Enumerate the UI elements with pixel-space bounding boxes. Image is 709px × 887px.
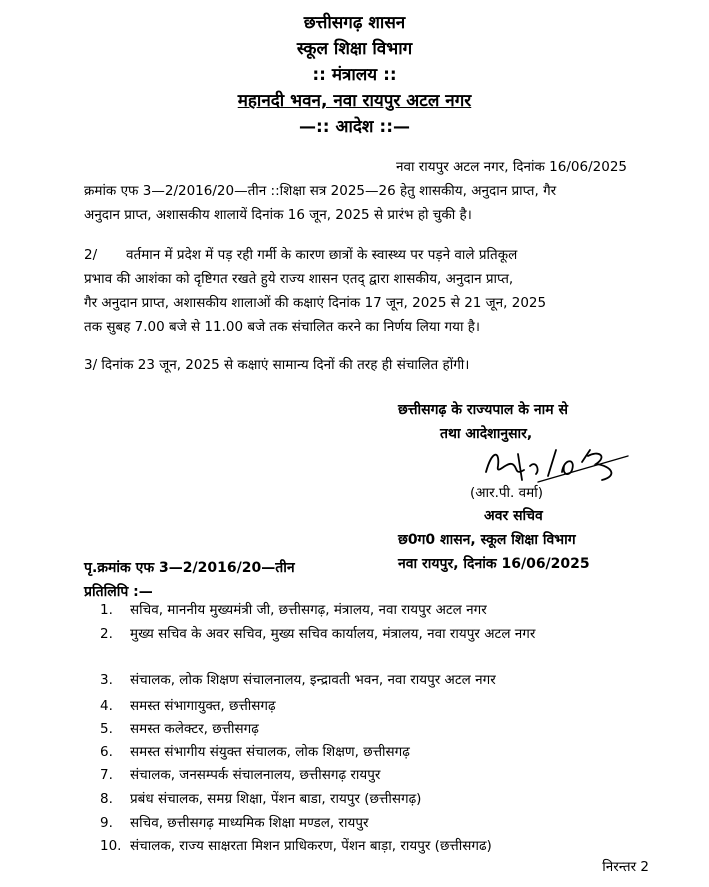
list-item: 9. सचिव, छत्तीसगढ़ माध्यमिक शिक्षा मण्डल, रायपुर <box>100 815 369 831</box>
order-para2-number: 2/ <box>84 247 98 263</box>
signatory-place-date: नवा रायपुर, दिनांक 16/06/2025 <box>398 556 590 572</box>
list-item: 1. सचिव, माननीय मुख्यमंत्री जी, छत्तीसगढ़, मंत्रालय, नवा रायपुर अटल नगर <box>100 602 487 618</box>
signature-authority-line2: तथा आदेशानुसार, <box>440 426 533 442</box>
endorsement-number: पृ.क्रमांक एफ 3—2/2016/20—तीन <box>84 560 295 576</box>
header-ministry: :: मंत्रालय :: <box>312 65 397 85</box>
order-place-date: नवा रायपुर अटल नगर, दिनांक 16/06/2025 <box>396 159 627 175</box>
list-item: 6. समस्त संभागीय संयुक्त संचालक, लोक शिक्षण, छत्तीसगढ़ <box>100 744 410 760</box>
signatory-designation: अवर सचिव <box>484 508 543 524</box>
order-para2-line2: प्रभाव की आशंका को दृष्टिगत रखते हुये राज्य शासन एतद् द्वारा शासकीय, अनुदान प्राप्त, <box>84 271 514 287</box>
signatory-department: छ0ग0 शासन, स्कूल शिक्षा विभाग <box>398 532 576 548</box>
signature-authority-line1: छत्तीसगढ़ के राज्यपाल के नाम से <box>398 402 568 418</box>
list-item: 10. संचालक, राज्य साक्षरता मिशन प्राधिकरण, पेंशन बाड़ा, रायपुर (छत्तीसगढ) <box>100 838 492 854</box>
order-para3: 3/ दिनांक 23 जून, 2025 से कक्षाएं सामान्य दिनों की तरह ही संचालित होंगी। <box>84 357 470 373</box>
handwritten-signature-icon <box>478 436 638 488</box>
order-para2-line3: गैर अनुदान प्राप्त, अशासकीय शालाओं की कक्षाएं दिनांक 17 जून, 2025 से 21 जून, 2025 <box>84 295 547 311</box>
header-government: छत्तीसगढ़ शासन <box>303 13 406 33</box>
order-para2-line1: वर्तमान में प्रदेश में पड़ रही गर्मी के कारण छात्रों के स्वास्थ्य पर पड़ने वाले प्रतिकूल <box>126 247 518 263</box>
header-order-title: —:: आदेश ::— <box>299 117 410 137</box>
list-item: 7. संचालक, जनसम्पर्क संचालनालय, छत्तीसगढ़ रायपुर <box>100 767 381 783</box>
list-item: 4. समस्त संभागायुक्त, छत्तीसगढ़ <box>100 698 276 714</box>
copy-to-heading: प्रतिलिपि :— <box>84 584 153 600</box>
list-item: 2. मुख्य सचिव के अवर सचिव, मुख्य सचिव कार्यालय, मंत्रालय, नवा रायपुर अटल नगर <box>100 626 536 642</box>
order-para1-line1: क्रमांक एफ 3—2/2016/20—तीन ::शिक्षा सत्र 2025—26 हेतु शासकीय, अनुदान प्राप्त, गैर <box>84 183 557 199</box>
list-item: 8. प्रबंध संचालक, समग्र शिक्षा, पेंशन बाडा, रायपुर (छत्तीसगढ़) <box>100 791 422 807</box>
header-department: स्कूल शिक्षा विभाग <box>296 39 413 59</box>
order-para1-line2: अनुदान प्राप्त, अशासकीय शालायें दिनांक 16 जून, 2025 से प्रारंभ हो चुकी है। <box>84 207 472 223</box>
signatory-name: (आर.पी. वर्मा) <box>470 485 543 501</box>
continued-note: निरन्तर 2 <box>602 859 649 875</box>
list-item: 5. समस्त कलेक्टर, छत्तीसगढ़ <box>100 721 259 737</box>
header-address: महानदी भवन, नवा रायपुर अटल नगर <box>237 91 472 111</box>
order-para2-line4: तक सुबह 7.00 बजे से 11.00 बजे तक संचालित करने का निर्णय लिया गया है। <box>84 319 481 335</box>
list-item: 3. संचालक, लोक शिक्षण संचालनालय, इन्द्रावती भवन, नवा रायपुर अटल नगर <box>100 672 496 688</box>
